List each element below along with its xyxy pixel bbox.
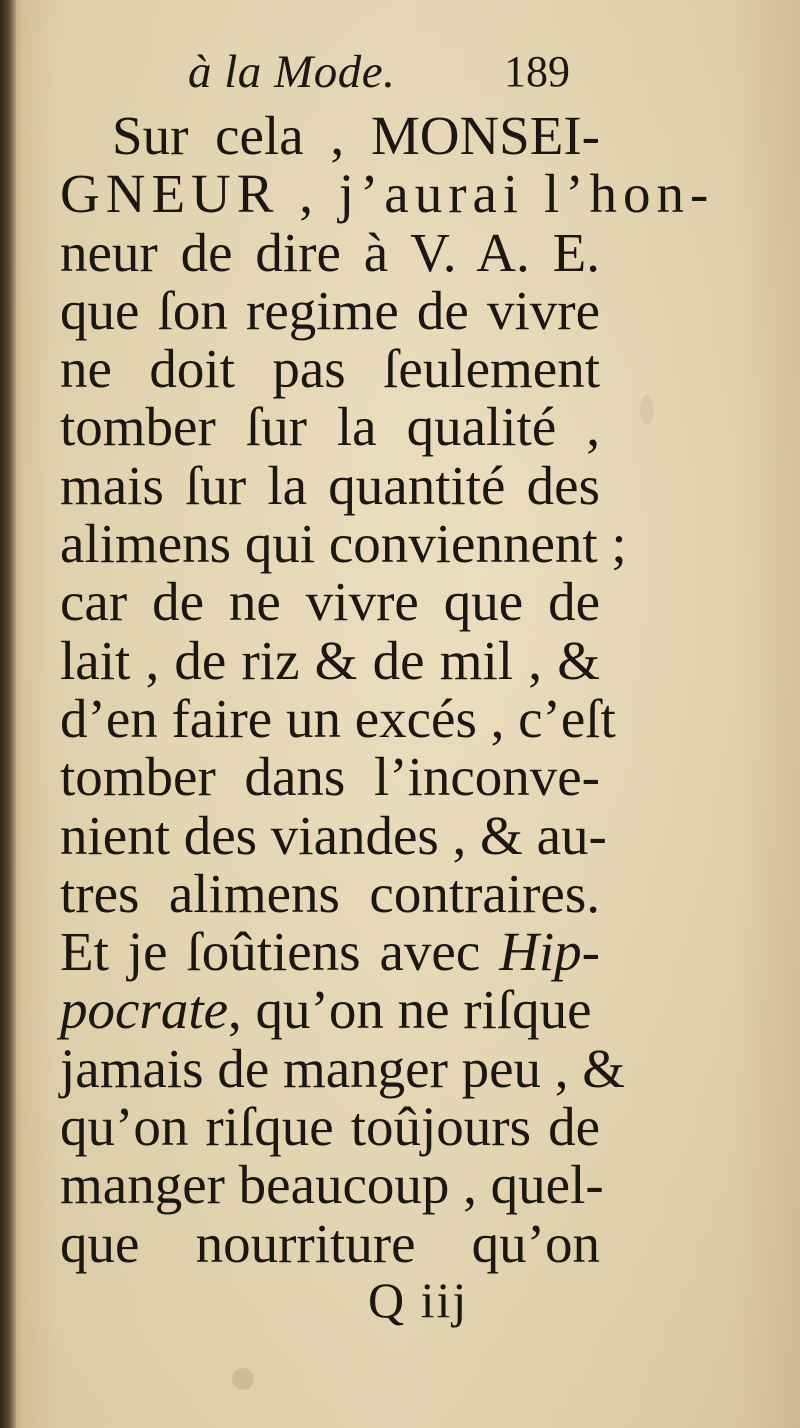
text-line: nient des viandes , & au- bbox=[60, 804, 607, 866]
text-line: qu’on riſque toûjours de bbox=[60, 1096, 600, 1158]
text-line: mais ſur la quantité des bbox=[60, 454, 600, 516]
text-line: que nourriture qu’on bbox=[60, 1212, 600, 1274]
text-line: que ſon regime de vivre bbox=[60, 279, 600, 341]
text-line bbox=[60, 981, 600, 1039]
text-line: alimens qui conviennent ; bbox=[60, 513, 627, 575]
text-line: lait , de riz & de mil , & bbox=[60, 629, 600, 691]
italic-word: pocrate bbox=[60, 979, 229, 1041]
italic-word: Hip- bbox=[499, 921, 600, 983]
text-line: GNEUR , j’aurai l’hon- bbox=[60, 163, 715, 225]
text-line: tres alimens contraires. bbox=[60, 862, 600, 924]
book-gutter bbox=[0, 0, 16, 1428]
text-line: tomber dans l’inconve- bbox=[60, 746, 600, 808]
paper-stain bbox=[640, 395, 654, 425]
text-line: ne doit pas ſeulement bbox=[60, 338, 600, 400]
signature-mark: Q iij bbox=[368, 1272, 469, 1328]
text-line: Sur cela , MONSEI- bbox=[112, 105, 600, 166]
text-line: d’en faire un excés , c’eſt bbox=[60, 687, 616, 749]
body-text bbox=[60, 105, 715, 1274]
text-segment: Et je ſoûtiens avec bbox=[60, 921, 500, 983]
running-head-title: à la Mode. bbox=[188, 46, 396, 98]
paper-stain bbox=[232, 1368, 254, 1390]
running-head bbox=[0, 42, 800, 102]
text-segment: , qu’on ne riſque bbox=[228, 979, 592, 1041]
text-line bbox=[60, 923, 600, 981]
text-line: car de ne vivre que de bbox=[60, 571, 600, 633]
text-line: manger beaucoup , quel- bbox=[60, 1154, 604, 1216]
text-line: tomber ſur la qualité , bbox=[60, 396, 600, 458]
text-line: neur de dire à V. A. E. bbox=[60, 221, 600, 283]
page-number: 189 bbox=[504, 47, 570, 96]
text-line: jamais de manger peu , & bbox=[60, 1037, 626, 1099]
